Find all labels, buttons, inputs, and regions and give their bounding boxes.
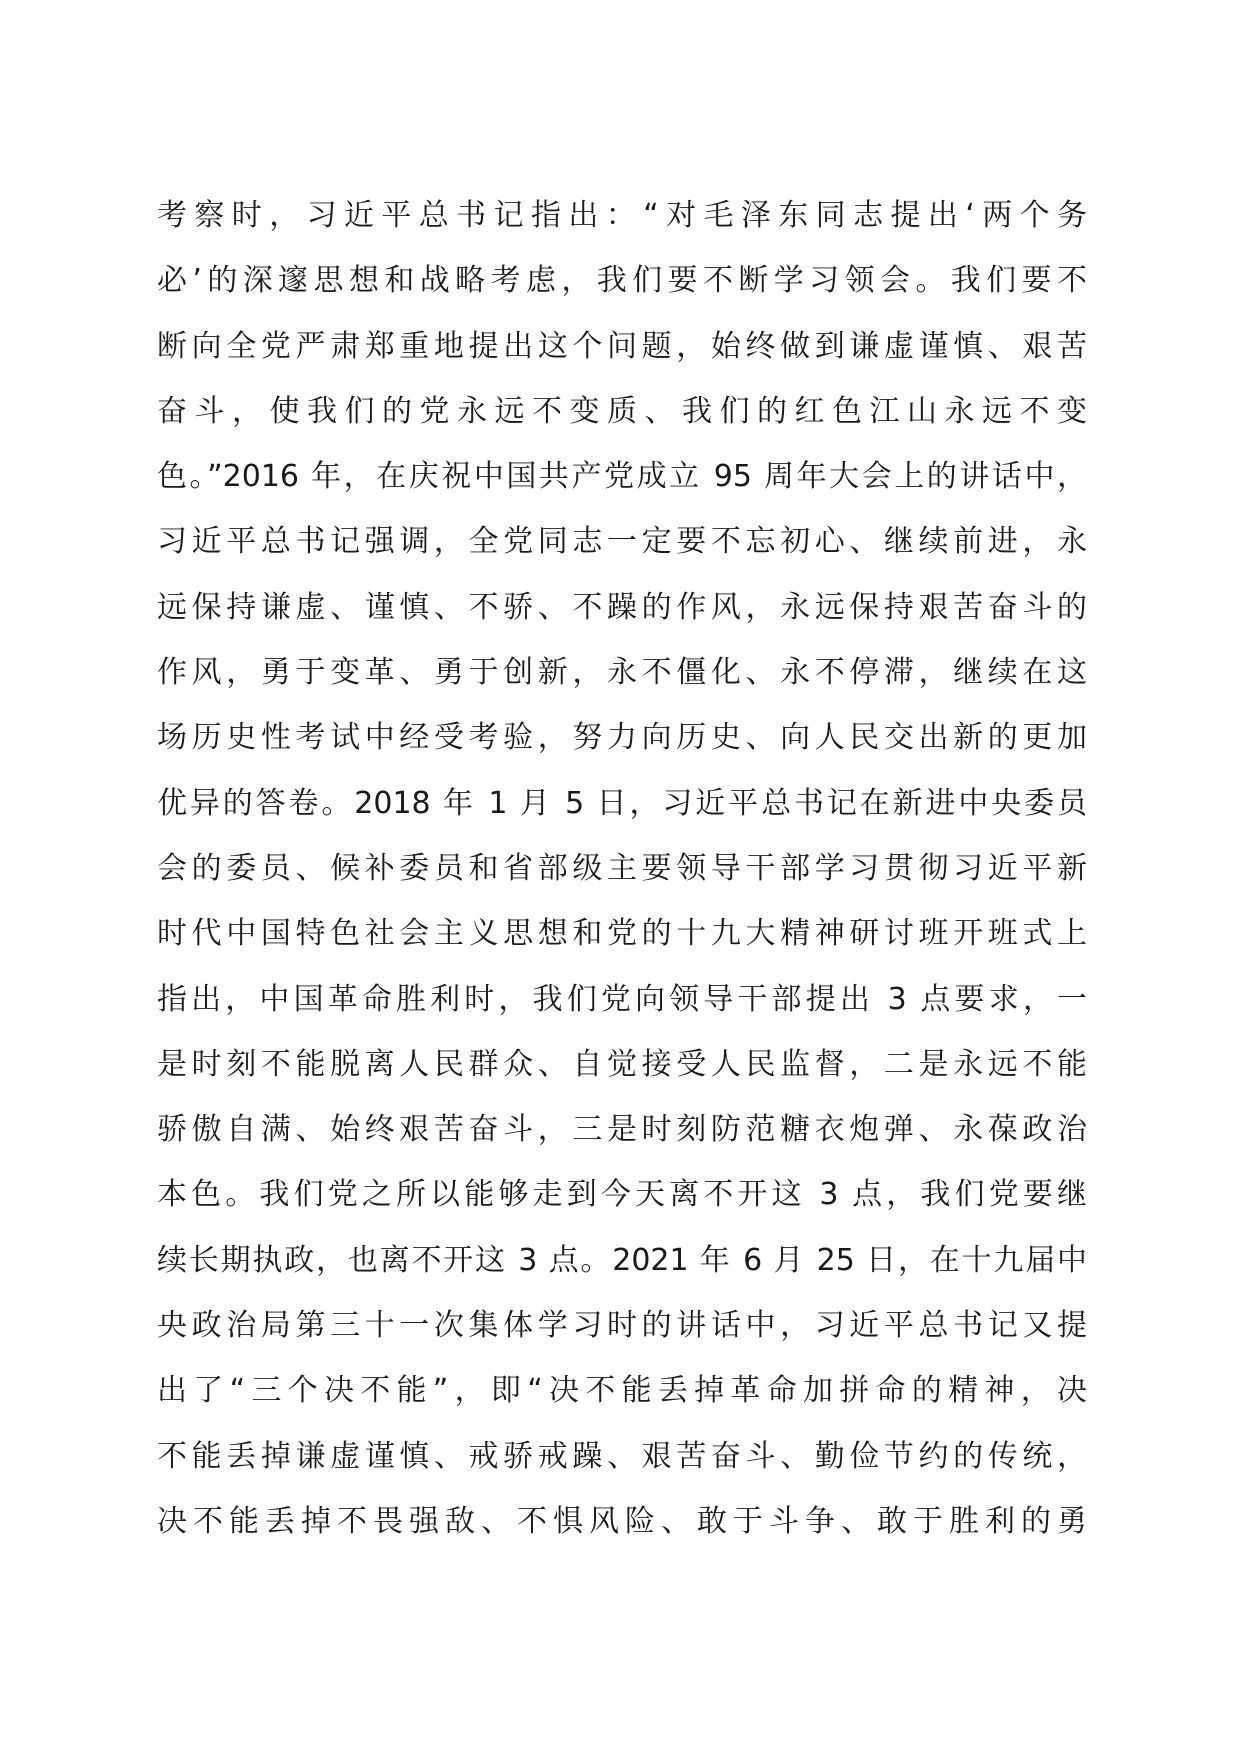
text-line-6: 习近平总书记强调，全党同志一定要不忘初心、继续前进，永 bbox=[157, 524, 1087, 560]
text-line-10: 优异的答卷。2018 年 1 月 5 日，习近平总书记在新进中央委员 bbox=[157, 785, 1087, 821]
text-line-9: 场历史性考试中经受考验，努力向历史、向人民交出新的更加 bbox=[157, 720, 1087, 756]
text-line-13: 指出，中国革命胜利时，我们党向领导干部提出 3 点要求，一 bbox=[157, 981, 1087, 1017]
text-line-12: 时代中国特色社会主义思想和党的十九大精神研讨班开班式上 bbox=[157, 916, 1087, 952]
text-line-15: 骄傲自满、始终艰苦奋斗，三是时刻防范糖衣炮弹、永葆政治 bbox=[157, 1112, 1087, 1148]
text-line-19: 出了“三个决不能”，即“决不能丢掉革命加拼命的精神，决 bbox=[157, 1373, 1087, 1409]
text-line-18: 央政治局第三十一次集体学习时的讲话中，习近平总书记又提 bbox=[157, 1308, 1087, 1344]
body-text bbox=[157, 183, 1087, 1554]
text-line-4: 奋斗，使我们的党永远不变质、我们的红色江山永远不变 bbox=[157, 393, 1087, 429]
text-line-20: 不能丢掉谦虚谨慎、戒骄戒躁、艰苦奋斗、勤俭节约的传统， bbox=[157, 1438, 1087, 1474]
text-line-3: 断向全党严肃郑重地提出这个问题，始终做到谦虚谨慎、艰苦 bbox=[157, 328, 1087, 364]
text-line-1: 考察时，习近平总书记指出：“对毛泽东同志提出‘两个务 bbox=[157, 198, 1087, 233]
text-line-14: 是时刻不能脱离人民群众、自觉接受人民监督，二是永远不能 bbox=[157, 1046, 1087, 1082]
text-line-17: 续长期执政，也离不开这 3 点。2021 年 6 月 25 日，在十九届中 bbox=[157, 1242, 1087, 1278]
text-line-7: 远保持谦虚、谨慎、不骄、不躁的作风，永远保持艰苦奋斗的 bbox=[157, 589, 1087, 625]
text-line-21: 决不能丢掉不畏强敌、不惧风险、敢于斗争、敢于胜利的勇 bbox=[157, 1503, 1087, 1539]
text-line-8: 作风，勇于变革、勇于创新，永不僵化、永不停滞，继续在这 bbox=[157, 655, 1087, 691]
text-line-5: 色。”2016 年，在庆祝中国共产党成立 95 周年大会上的讲话中， bbox=[157, 459, 1087, 495]
text-line-11: 会的委员、候补委员和省部级主要领导干部学习贯彻习近平新 bbox=[157, 850, 1087, 886]
text-line-16: 本色。我们党之所以能够走到今天离不开这 3 点，我们党要继 bbox=[157, 1177, 1087, 1213]
text-line-2: 必’的深邃思想和战略考虑，我们要不断学习领会。我们要不 bbox=[157, 263, 1087, 299]
